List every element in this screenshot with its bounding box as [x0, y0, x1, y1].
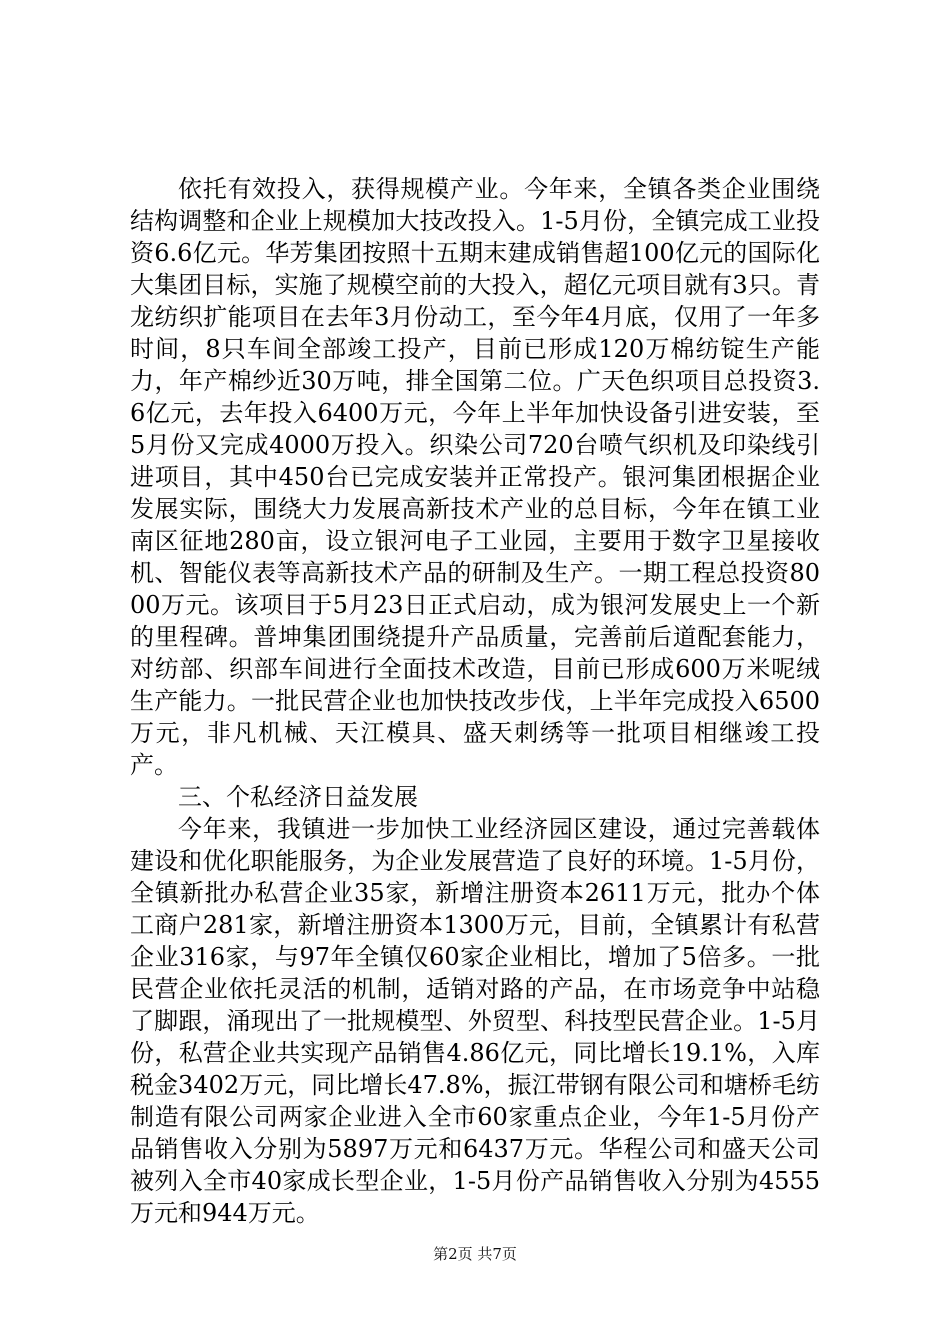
page-number-footer: 第2页 共7页	[433, 1245, 517, 1263]
document-body	[130, 173, 820, 1229]
paragraph-investment: 依托有效投入，获得规模产业。今年来，全镇各类企业围绕结构调整和企业上规模加大技改投入。1-5月份，全镇完成工业投资6.6亿元。华芳集团按照十五期末建成销售超100亿元的国际化大集团目标，实施了规模空前的大投入，超亿元项目就有3只。青龙纺织扩能项目在去年3月份动工，至今年4月底，仅用了一年多时间，8只车间全部竣工投产，目前已形成120万棉纺锭生产能力，年产棉纱近30万吨，排全国第二位。广天色织项目总投资3.6亿元，去年投入6400万元，今年上半年加快设备引进安装，至5月份又完成4000万投入。织染公司720台喷气织机及印染线引进项目，其中450台已完成安装并正常投产。银河集团根据企业发展实际，围绕大力发展高新技术产业的总目标，今年在镇工业南区征地280亩，设立银河电子工业园，主要用于数字卫星接收机、智能仪表等高新技术产品的研制及生产。一期工程总投资8000万元。该项目于5月23日正式启动，成为银河发展史上一个新的里程碑。普坤集团围绕提升产品质量，完善前后道配套能力，对纺部、织部车间进行全面技术改造，目前已形成600万米呢绒生产能力。一批民营企业也加快技改步伐，上半年完成投入6500万元，非凡机械、天江模具、盛天刺绣等一批项目相继竣工投产。	[130, 175, 820, 779]
section-heading: 三、个私经济日益发展	[178, 783, 418, 811]
paragraph-private-economy: 今年来，我镇进一步加快工业经济园区建设，通过完善载体建设和优化职能服务，为企业发展营造了良好的环境。1-5月份，全镇新批办私营企业35家，新增注册资本2611万元，批办个体工商户281家，新增注册资本1300万元，目前，全镇累计有私营企业316家，与97年全镇仅60家企业相比，增加了5倍多。一批民营企业依托灵活的机制，适销对路的产品，在市场竞争中站稳了脚跟，涌现出了一批规模型、外贸型、科技型民营企业。1-5月份，私营企业共实现产品销售4.86亿元，同比增长19.1%，入库税金3402万元，同比增长47.8%，振江带钢有限公司和塘桥毛纺制造有限公司两家企业进入全市60家重点企业，今年1-5月份产品销售收入分别为5897万元和6437万元。华程公司和盛天公司被列入全市40家成长型企业，1-5月份产品销售收入分别为4555万元和944万元。	[130, 815, 820, 1227]
